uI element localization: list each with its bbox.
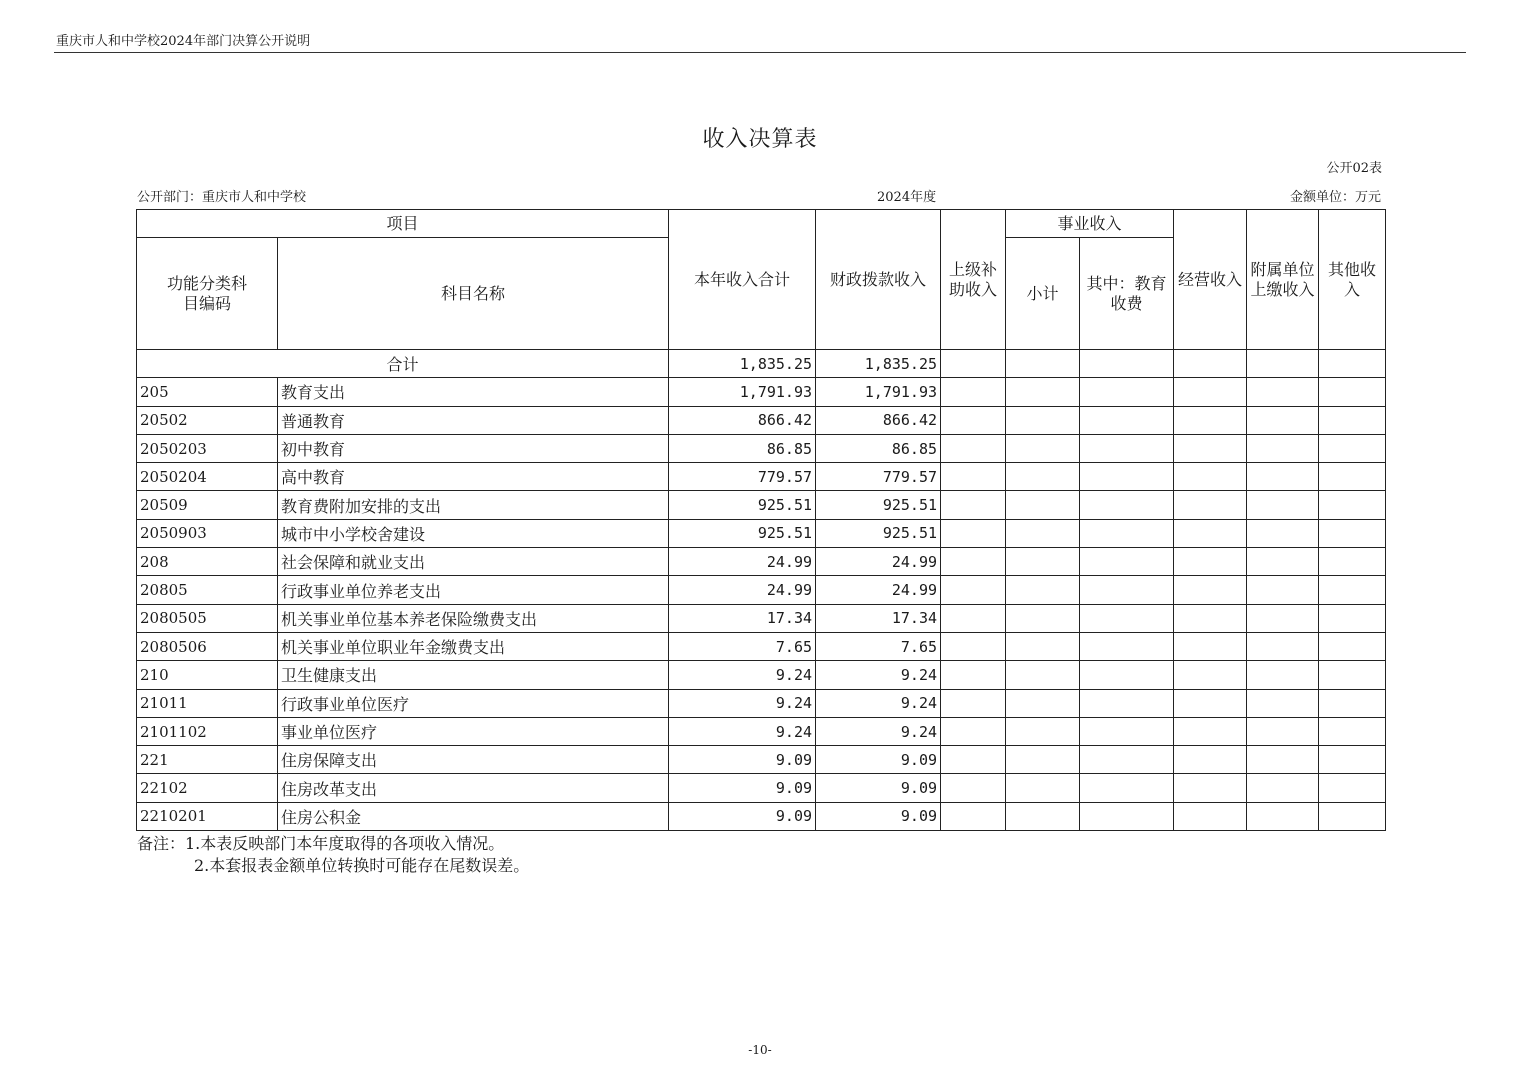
header-total-income: 本年收入合计 xyxy=(669,210,816,350)
table-row xyxy=(137,463,1386,491)
fiscal-income-cell: 925.51 xyxy=(816,491,941,519)
subject-name-cell: 机关事业单位基本养老保险缴费支出 xyxy=(278,604,669,632)
subject-name-cell: 住房改革支出 xyxy=(278,774,669,802)
empty-cell xyxy=(1174,491,1247,519)
amount-unit-label: 金额单位：万元 xyxy=(1289,190,1381,205)
empty-cell xyxy=(1319,689,1386,717)
empty-cell xyxy=(1006,774,1080,802)
subject-code-cell: 2050203 xyxy=(137,434,278,462)
empty-cell xyxy=(1174,661,1247,689)
empty-cell xyxy=(1174,434,1247,462)
empty-cell xyxy=(1247,604,1319,632)
subject-name-cell: 社会保障和就业支出 xyxy=(278,548,669,576)
empty-cell xyxy=(1174,350,1247,378)
total-income-cell: 9.24 xyxy=(669,661,816,689)
fiscal-year-label: 2024年度 xyxy=(877,190,937,205)
header-subject-name: 科目名称 xyxy=(278,238,669,350)
table-row xyxy=(137,604,1386,632)
empty-cell xyxy=(941,717,1006,745)
header-fiscal-income: 财政拨款收入 xyxy=(816,210,941,350)
empty-cell xyxy=(1174,632,1247,660)
fiscal-income-cell: 779.57 xyxy=(816,463,941,491)
empty-cell xyxy=(1319,434,1386,462)
subject-code-cell: 2080506 xyxy=(137,632,278,660)
empty-cell xyxy=(1174,689,1247,717)
empty-cell xyxy=(1247,661,1319,689)
total-income-cell: 779.57 xyxy=(669,463,816,491)
note-line-2: 2.本套报表金额单位转换时可能存在尾数误差。 xyxy=(194,856,530,875)
header-edu-fee: 其中：教育收费 xyxy=(1080,238,1174,350)
total-income-cell: 9.24 xyxy=(669,689,816,717)
empty-cell xyxy=(1319,746,1386,774)
empty-cell xyxy=(1247,548,1319,576)
empty-cell xyxy=(941,689,1006,717)
empty-cell xyxy=(1247,689,1319,717)
table-row xyxy=(137,548,1386,576)
subject-code-cell: 21011 xyxy=(137,689,278,717)
header-business-income: 事业收入 xyxy=(1006,210,1174,238)
total-income-cell: 866.42 xyxy=(669,406,816,434)
total-row xyxy=(137,350,1386,378)
empty-cell xyxy=(941,350,1006,378)
empty-cell xyxy=(1247,519,1319,547)
subject-code-cell: 22102 xyxy=(137,774,278,802)
table-row xyxy=(137,576,1386,604)
empty-cell xyxy=(941,746,1006,774)
empty-cell xyxy=(941,406,1006,434)
subject-code-cell: 210 xyxy=(137,661,278,689)
fiscal-income-cell: 866.42 xyxy=(816,406,941,434)
empty-cell xyxy=(1006,350,1080,378)
subject-name-cell: 教育支出 xyxy=(278,378,669,406)
total-income-cell: 925.51 xyxy=(669,491,816,519)
subject-name-cell: 住房保障支出 xyxy=(278,746,669,774)
empty-cell xyxy=(1247,774,1319,802)
header-function-code-text: 功能分类科目编码 xyxy=(167,274,248,313)
empty-cell xyxy=(1080,519,1174,547)
empty-cell xyxy=(1174,717,1247,745)
table-row xyxy=(137,632,1386,660)
subject-code-cell: 2050903 xyxy=(137,519,278,547)
total-fiscal-cell: 1,835.25 xyxy=(816,350,941,378)
empty-cell xyxy=(1319,774,1386,802)
total-income-cell: 24.99 xyxy=(669,576,816,604)
subject-code-cell: 221 xyxy=(137,746,278,774)
empty-cell xyxy=(1174,548,1247,576)
subject-name-cell: 教育费附加安排的支出 xyxy=(278,491,669,519)
total-income-cell: 86.85 xyxy=(669,434,816,462)
header-other-income: 其他收入 xyxy=(1319,210,1386,350)
empty-cell xyxy=(1006,463,1080,491)
empty-cell xyxy=(1006,406,1080,434)
subject-code-cell: 20509 xyxy=(137,491,278,519)
header-superior-subsidy: 上级补助收入 xyxy=(941,210,1006,350)
empty-cell xyxy=(1006,378,1080,406)
table-row xyxy=(137,746,1386,774)
empty-cell xyxy=(1174,746,1247,774)
empty-cell xyxy=(1080,406,1174,434)
empty-cell xyxy=(1319,519,1386,547)
empty-cell xyxy=(1080,463,1174,491)
empty-cell xyxy=(1080,717,1174,745)
table-row xyxy=(137,406,1386,434)
empty-cell xyxy=(1174,463,1247,491)
empty-cell xyxy=(1174,378,1247,406)
empty-cell xyxy=(1247,746,1319,774)
total-income-cell: 17.34 xyxy=(669,604,816,632)
empty-cell xyxy=(1247,491,1319,519)
fiscal-income-cell: 1,791.93 xyxy=(816,378,941,406)
empty-cell xyxy=(1319,406,1386,434)
empty-cell xyxy=(1319,802,1386,830)
header-function-code xyxy=(137,238,278,350)
total-income-cell: 9.09 xyxy=(669,746,816,774)
subject-code-cell: 2210201 xyxy=(137,802,278,830)
fiscal-income-cell: 9.09 xyxy=(816,802,941,830)
subject-name-cell: 住房公积金 xyxy=(278,802,669,830)
empty-cell xyxy=(941,774,1006,802)
total-income-cell: 925.51 xyxy=(669,519,816,547)
empty-cell xyxy=(1006,519,1080,547)
empty-cell xyxy=(941,491,1006,519)
empty-cell xyxy=(941,519,1006,547)
total-income-cell: 24.99 xyxy=(669,548,816,576)
empty-cell xyxy=(1247,802,1319,830)
table-row xyxy=(137,689,1386,717)
empty-cell xyxy=(1319,548,1386,576)
subject-name-cell: 城市中小学校舍建设 xyxy=(278,519,669,547)
fiscal-income-cell: 9.24 xyxy=(816,717,941,745)
table-row xyxy=(137,519,1386,547)
total-income-cell: 1,791.93 xyxy=(669,378,816,406)
empty-cell xyxy=(1174,802,1247,830)
empty-cell xyxy=(1006,802,1080,830)
empty-cell xyxy=(941,604,1006,632)
total-income-cell: 9.09 xyxy=(669,802,816,830)
empty-cell xyxy=(941,434,1006,462)
empty-cell xyxy=(1080,632,1174,660)
header-operating-income: 经营收入 xyxy=(1174,210,1247,350)
empty-cell xyxy=(1319,604,1386,632)
table-row xyxy=(137,491,1386,519)
empty-cell xyxy=(1247,406,1319,434)
subject-name-cell: 卫生健康支出 xyxy=(278,661,669,689)
total-income-cell: 9.24 xyxy=(669,717,816,745)
empty-cell xyxy=(1247,717,1319,745)
income-table xyxy=(136,209,1386,831)
table-number: 公开02表 xyxy=(1326,161,1382,176)
empty-cell xyxy=(1006,548,1080,576)
page-number: -10- xyxy=(748,1043,772,1057)
empty-cell xyxy=(941,463,1006,491)
subject-name-cell: 初中教育 xyxy=(278,434,669,462)
empty-cell xyxy=(1006,491,1080,519)
empty-cell xyxy=(1006,604,1080,632)
empty-cell xyxy=(1080,378,1174,406)
department-label: 公开部门：重庆市人和中学校 xyxy=(137,190,307,205)
subject-name-cell: 行政事业单位养老支出 xyxy=(278,576,669,604)
fiscal-income-cell: 9.24 xyxy=(816,689,941,717)
subject-name-cell: 高中教育 xyxy=(278,463,669,491)
empty-cell xyxy=(1080,604,1174,632)
header-divider xyxy=(54,52,1466,53)
empty-cell xyxy=(1006,434,1080,462)
running-header: 重庆市人和中学校2024年部门决算公开说明 xyxy=(56,34,311,49)
total-income-cell: 9.09 xyxy=(669,774,816,802)
table-row xyxy=(137,661,1386,689)
empty-cell xyxy=(1080,350,1174,378)
empty-cell xyxy=(1319,576,1386,604)
empty-cell xyxy=(1174,576,1247,604)
note-line-1: 备注：1.本表反映部门本年度取得的各项收入情况。 xyxy=(137,834,505,853)
empty-cell xyxy=(1319,350,1386,378)
empty-cell xyxy=(1006,689,1080,717)
table-row xyxy=(137,378,1386,406)
empty-cell xyxy=(941,661,1006,689)
empty-cell xyxy=(1247,378,1319,406)
empty-cell xyxy=(1247,434,1319,462)
subject-code-cell: 2080505 xyxy=(137,604,278,632)
table-row xyxy=(137,802,1386,830)
subject-code-cell: 2050204 xyxy=(137,463,278,491)
empty-cell xyxy=(1247,350,1319,378)
empty-cell xyxy=(1319,378,1386,406)
empty-cell xyxy=(1174,406,1247,434)
empty-cell xyxy=(941,802,1006,830)
empty-cell xyxy=(1080,548,1174,576)
empty-cell xyxy=(1080,689,1174,717)
empty-cell xyxy=(1080,434,1174,462)
empty-cell xyxy=(941,548,1006,576)
empty-cell xyxy=(1247,463,1319,491)
fiscal-income-cell: 24.99 xyxy=(816,548,941,576)
header-subtotal: 小计 xyxy=(1006,238,1080,350)
empty-cell xyxy=(1174,774,1247,802)
empty-cell xyxy=(1080,576,1174,604)
empty-cell xyxy=(1319,491,1386,519)
fiscal-income-cell: 24.99 xyxy=(816,576,941,604)
empty-cell xyxy=(1319,717,1386,745)
subject-code-cell: 205 xyxy=(137,378,278,406)
empty-cell xyxy=(1006,632,1080,660)
subject-name-cell: 普通教育 xyxy=(278,406,669,434)
empty-cell xyxy=(1319,661,1386,689)
table-row xyxy=(137,774,1386,802)
empty-cell xyxy=(1319,463,1386,491)
page-title: 收入决算表 xyxy=(702,127,818,152)
empty-cell xyxy=(1080,661,1174,689)
total-income-cell: 1,835.25 xyxy=(669,350,816,378)
empty-cell xyxy=(1080,802,1174,830)
empty-cell xyxy=(1006,576,1080,604)
subject-code-cell: 20805 xyxy=(137,576,278,604)
total-label: 合计 xyxy=(137,350,669,378)
empty-cell xyxy=(1319,632,1386,660)
notes xyxy=(137,833,529,877)
empty-cell xyxy=(1247,576,1319,604)
fiscal-income-cell: 9.09 xyxy=(816,746,941,774)
table-row xyxy=(137,434,1386,462)
empty-cell xyxy=(1247,632,1319,660)
fiscal-income-cell: 86.85 xyxy=(816,434,941,462)
table-row xyxy=(137,717,1386,745)
subject-code-cell: 20502 xyxy=(137,406,278,434)
empty-cell xyxy=(1174,519,1247,547)
fiscal-income-cell: 7.65 xyxy=(816,632,941,660)
subject-name-cell: 事业单位医疗 xyxy=(278,717,669,745)
empty-cell xyxy=(941,576,1006,604)
subject-code-cell: 2101102 xyxy=(137,717,278,745)
subject-name-cell: 行政事业单位医疗 xyxy=(278,689,669,717)
empty-cell xyxy=(1006,717,1080,745)
subject-name-cell: 机关事业单位职业年金缴费支出 xyxy=(278,632,669,660)
header-affiliated-income: 附属单位上缴收入 xyxy=(1247,210,1319,350)
empty-cell xyxy=(941,378,1006,406)
empty-cell xyxy=(1006,661,1080,689)
empty-cell xyxy=(1006,746,1080,774)
fiscal-income-cell: 9.09 xyxy=(816,774,941,802)
empty-cell xyxy=(941,632,1006,660)
empty-cell xyxy=(1080,491,1174,519)
total-income-cell: 7.65 xyxy=(669,632,816,660)
subject-code-cell: 208 xyxy=(137,548,278,576)
empty-cell xyxy=(1080,746,1174,774)
fiscal-income-cell: 9.24 xyxy=(816,661,941,689)
empty-cell xyxy=(1174,604,1247,632)
empty-cell xyxy=(1080,774,1174,802)
header-item: 项目 xyxy=(137,210,669,238)
fiscal-income-cell: 17.34 xyxy=(816,604,941,632)
fiscal-income-cell: 925.51 xyxy=(816,519,941,547)
